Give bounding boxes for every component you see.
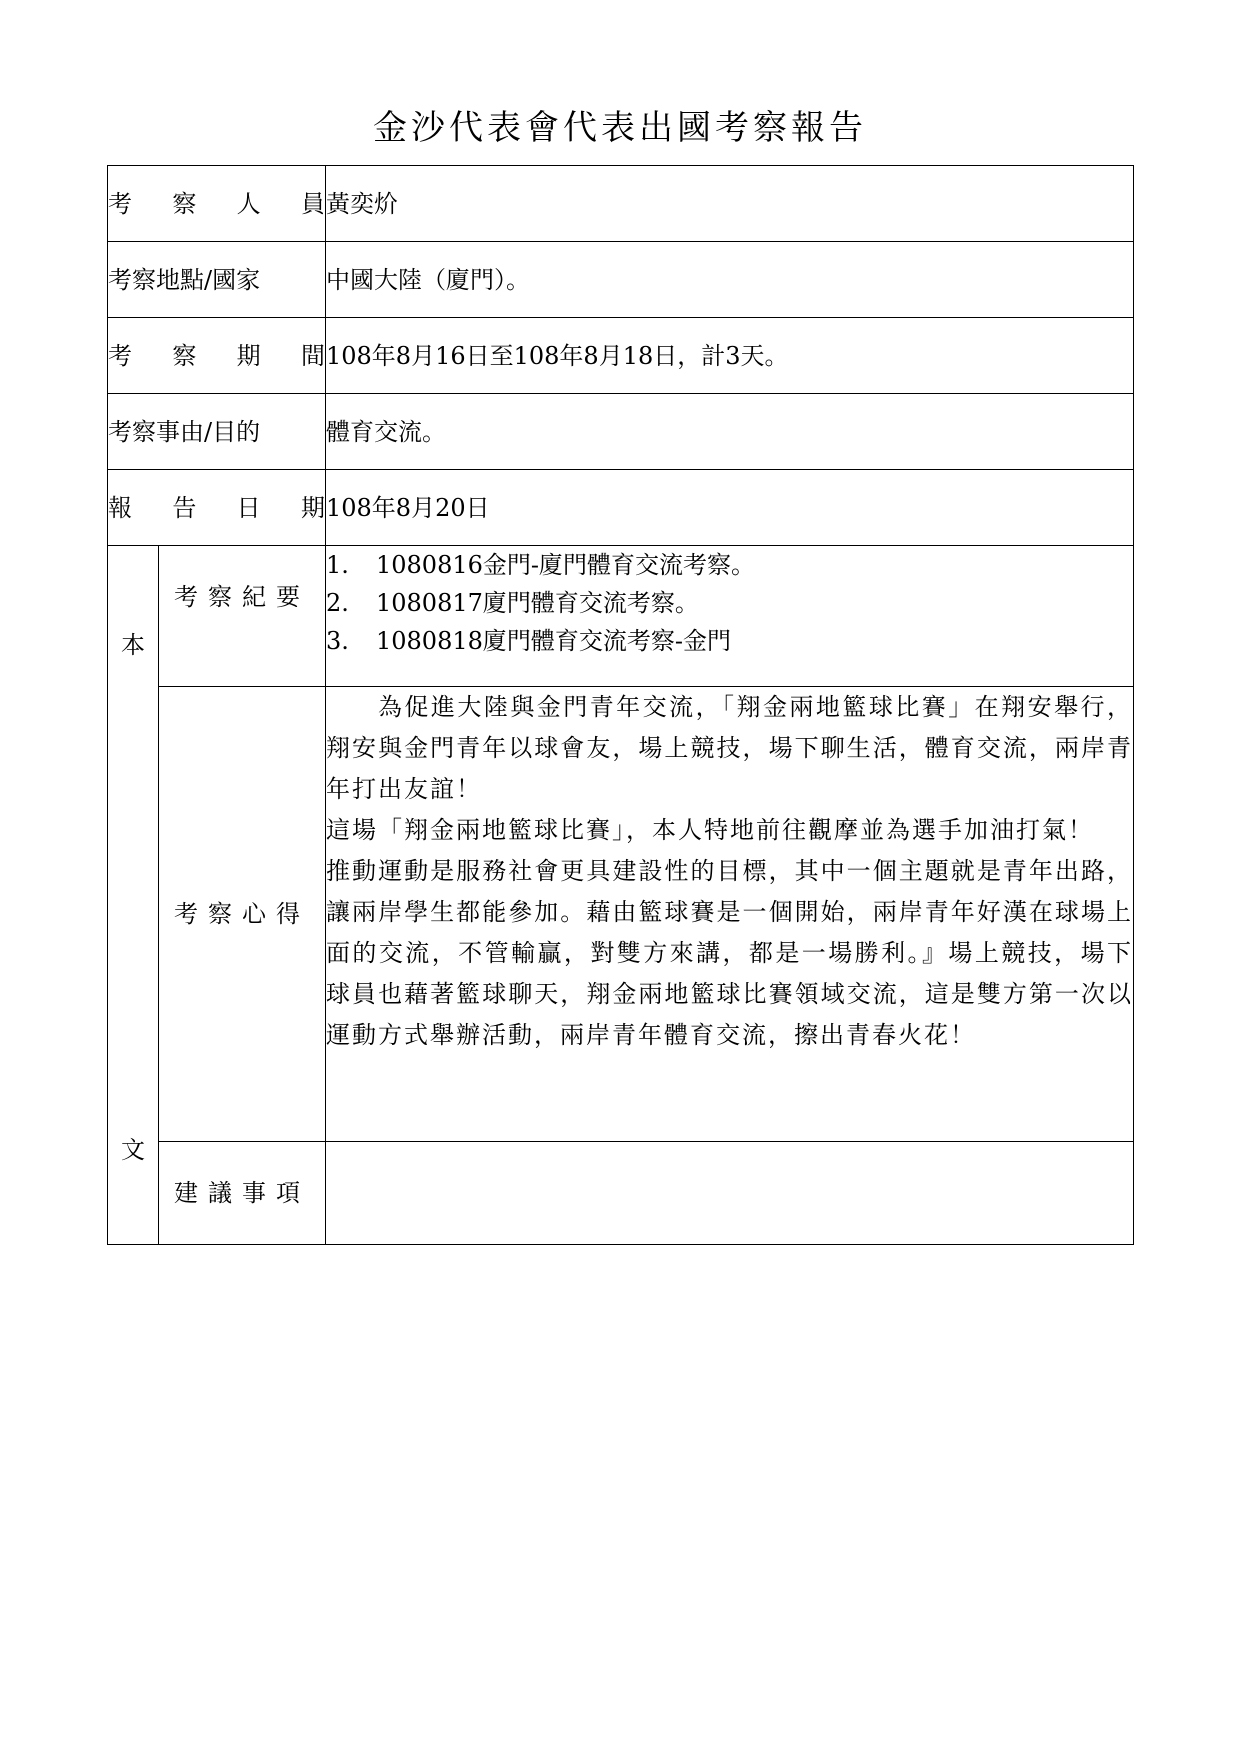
thoughts-paragraph: 推動運動是服務社會更具建設性的目標，其中一個主題就是青年出路，讓兩岸學生都能參加。藉由籃球賽是一個開始，兩岸青年好漢在球場上面的交流，不管輸贏，對雙方來講，都是一場勝利。』場上競技，場下球員也藉著籃球聊天，翔金兩地籃球比賽領域交流，這是雙方第一次以運動方式舉辦活動，兩岸青年體育交流，擦出青春火花！ [326,857,1133,1049]
thoughts-paragraph: 這場「翔金兩地籃球比賽」，本人特地前往觀摩並為選手加油打氣！ [326,816,1094,844]
period-value: 108年8月16日至108年8月18日，計3天。 [326,318,1134,394]
period-label: 考 察 期 間 [108,318,326,394]
report-table [107,165,1134,1245]
inspector-label: 考 察 人 員 [108,166,326,242]
report-date-value: 108年8月20日 [326,470,1134,546]
report-date-label: 報 告 日 期 [108,470,326,546]
suggestions-value [326,1142,1134,1245]
row-inspector [108,166,1134,242]
location-value: 中國大陸（廈門）。 [326,242,1134,318]
body-side-label [108,546,159,1245]
purpose-label: 考察事由/目的 [108,394,326,470]
inspector-value: 黃奕炌 [326,166,1134,242]
list-item: 2. 1080817廈門體育交流考察。 [326,589,699,617]
thoughts-paragraph: 為促進大陸與金門青年交流，「翔金兩地籃球比賽」在翔安舉行，翔安與金門青年以球會友，場上競技，場下聊生活，體育交流，兩岸青年打出友誼！ [326,693,1133,803]
list-item: 1. 1080816金門-廈門體育交流考察。 [326,551,755,579]
thoughts-content [326,687,1134,1142]
list-item: 3. 1080818廈門體育交流考察-金門 [326,627,731,655]
summary-content [326,546,1134,687]
row-purpose [108,394,1134,470]
thoughts-label: 考察心得 [159,687,326,1142]
row-report-date [108,470,1134,546]
row-thoughts [108,687,1134,1142]
row-summary [108,546,1134,687]
summary-list [326,546,1133,660]
purpose-value: 體育交流。 [326,394,1134,470]
row-period [108,318,1134,394]
row-suggestions [108,1142,1134,1245]
location-label: 考察地點/國家 [108,242,326,318]
row-location [108,242,1134,318]
body-side-label-top: 本 [121,631,145,659]
document-title: 金沙代表會代表出國考察報告 [373,108,867,148]
summary-label: 考察紀要 [159,546,326,687]
suggestions-label: 建議事項 [159,1142,326,1245]
body-side-label-bottom: 文 [121,1136,145,1164]
